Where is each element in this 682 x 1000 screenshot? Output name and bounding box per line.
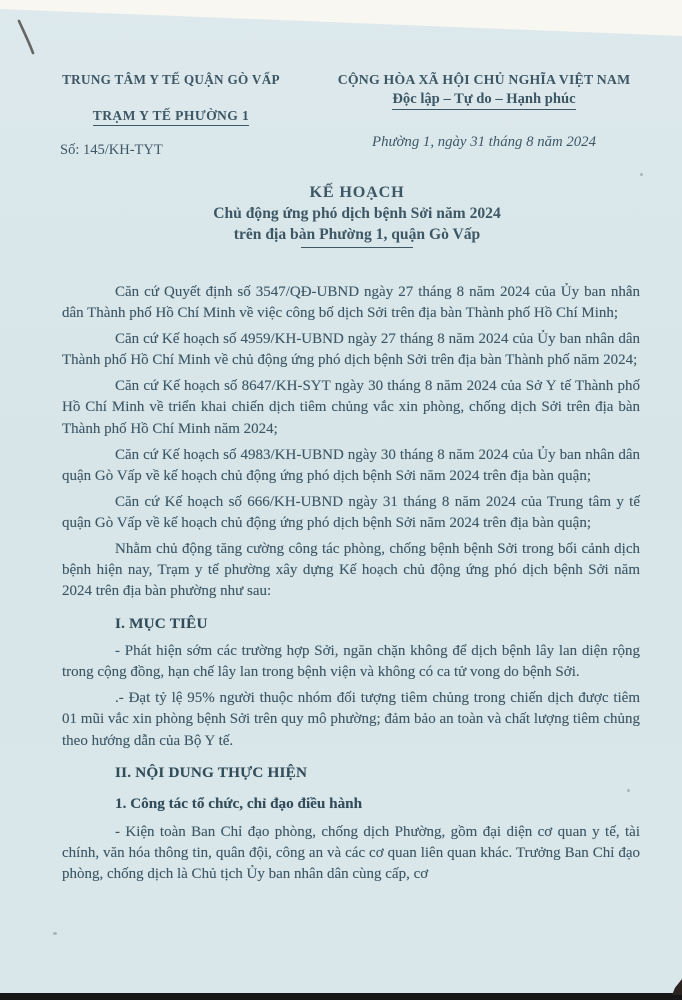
agency-parent-name: TRUNG TÂM Y TẾ QUẬN GÒ VẤP <box>62 72 280 87</box>
implementation-item: - Kiện toàn Ban Chỉ đạo phòng, chống dịch Phường, gồm đại diện cơ quan y tế, tài chính, văn hóa thông tin, quân đội, công an và các cơ quan liên quan khác. Trưởng Ban Chỉ đạo phòng, chống dịch là Chủ tịch Ủy ban nhân dân cùng cấp, cơ <box>62 823 640 883</box>
subsection-heading-to-chuc: 1. Công tác tổ chức, chỉ đạo điều hành <box>115 795 363 813</box>
title-subject: Chủ động ứng phó dịch bệnh Sởi năm 2024 <box>213 205 501 222</box>
national-motto: Độc lập – Tự do – Hạnh phúc <box>392 91 575 110</box>
agency-name: TRẠM Y TẾ PHƯỜNG 1 <box>93 108 249 126</box>
legal-basis-paragraph: Căn cứ Quyết định số 3547/QĐ-UBND ngày 27 tháng 8 năm 2024 của Ủy ban nhân dân Thành phố Hồ Chí Minh về việc công bố dịch Sởi trên địa bàn Thành phố Hồ Chí Minh; <box>62 284 640 322</box>
title-underline <box>301 247 413 248</box>
scanner-edge-top <box>0 0 682 40</box>
pen-stroke-mark <box>10 14 40 65</box>
title-scope: trên địa bàn Phường 1, quận Gò Vấp <box>233 226 481 243</box>
issuing-agency-block <box>42 72 300 126</box>
document-body <box>62 282 640 890</box>
scan-speck <box>640 173 643 176</box>
national-motto-block <box>316 72 652 151</box>
section-heading-noi-dung: II. NỘI DUNG THỰC HIỆN <box>115 763 308 781</box>
legal-basis-paragraph: Căn cứ Kế hoạch số 666/KH-UBND ngày 31 tháng 8 năm 2024 của Trung tâm y tế quận Gò Vấp về kế hoạch chủ động ứng phó dịch bệnh Sởi năm 2024 trên địa bàn quận; <box>62 493 640 531</box>
national-title: CỘNG HÒA XÃ HỘI CHỦ NGHĨA VIỆT NAM <box>337 72 631 87</box>
scanner-edge-bottom <box>0 993 682 1000</box>
legal-basis-paragraph: Căn cứ Kế hoạch số 4959/KH-UBND ngày 27 tháng 8 năm 2024 của Ủy ban nhân dân Thành phố Hồ Chí Minh về chủ động ứng phó dịch bệnh Sởi trên địa bàn Thành phố năm 2024; <box>62 331 640 369</box>
section-heading-muc-tieu: I. MỤC TIÊU <box>115 614 208 632</box>
objective-item: .- Đạt tỷ lệ 95% người thuộc nhóm đối tượng tiêm chủng trong chiến dịch được tiêm 01 mũi vắc xin phòng bệnh Sởi trên quy mô phường; đảm bảo an toàn và chất lượng tiêm chủng theo hướng dẫn của Bộ Y tế. <box>62 690 640 749</box>
objective-item: - Phát hiện sớm các trường hợp Sởi, ngăn chặn không để dịch bệnh lây lan diện rộng trong cộng đồng, hạn chế lây lan trong bệnh viện và không có ca tử vong do bệnh Sởi. <box>62 642 640 681</box>
legal-basis-paragraph: Căn cứ Kế hoạch số 8647/KH-SYT ngày 30 tháng 8 năm 2024 của Sở Y tế Thành phố Hồ Chí Minh về triển khai chiến dịch tiêm chủng vắc xin phòng, chống dịch Sởi trên địa bàn Thành phố Hồ Chí Minh năm 2024; <box>62 378 640 437</box>
purpose-paragraph: Nhằm chủ động tăng cường công tác phòng, chống bệnh bệnh Sởi trong bối cảnh dịch bệnh hiện nay, Trạm y tế phường xây dựng Kế hoạch chủ động ứng phó dịch bệnh Sởi năm 2024 trên địa bàn phường như sau: <box>62 540 640 600</box>
document-title <box>16 183 682 248</box>
legal-basis-paragraph: Căn cứ Kế hoạch số 4983/KH-UBND ngày 30 tháng 8 năm 2024 của Ủy ban nhân dân quận Gò Vấp về kế hoạch chủ động ứng phó dịch bệnh Sởi năm 2024 trên địa bàn quận; <box>62 446 640 484</box>
scan-speck <box>53 932 57 935</box>
place-date-line: Phường 1, ngày 31 tháng 8 năm 2024 <box>372 134 596 150</box>
title-kind: KẾ HOẠCH <box>309 183 405 201</box>
scanner-corner-notch <box>672 979 682 995</box>
document-number: Số: 145/KH-TYT <box>60 142 163 158</box>
